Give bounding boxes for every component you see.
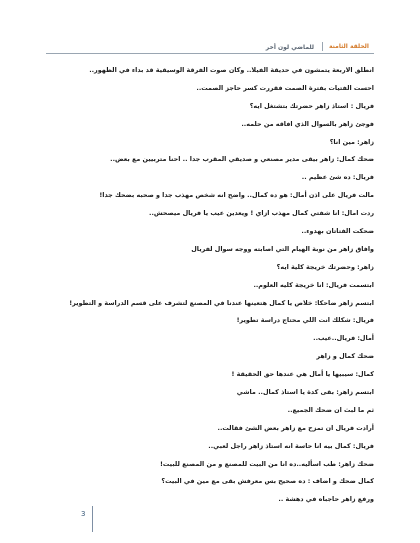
paragraph: ضحك زاهر: طب اسأليه..ده انا من البيت للمصنع و من المصنع للبيت! bbox=[159, 459, 374, 468]
paragraph: مالت فريال على اذن أمال: هو ده كمال.. واضح انه شخص مهذب جدا و صحبه بضحك جدا! bbox=[99, 191, 374, 200]
page-header bbox=[46, 42, 374, 54]
paragraph: فريال: شكلك انت اللي محتاج دراسة تطوير! bbox=[236, 316, 374, 325]
footer-divider bbox=[92, 506, 93, 532]
paragraph: فريال: ده شئ عظيم .. bbox=[301, 173, 374, 182]
paragraph: انطلق الاربعة يتمشون في حديقة الفيلا.. وكان صوت الفرقة الوسيقية قد بداء في الظهور.. bbox=[89, 66, 374, 74]
paragraph: ردت امال: انا شفتي كمال مهذب ازاي ! ويعدين عيب يا فريال ميصحش.. bbox=[149, 209, 374, 218]
paragraph: ابتسم زاهر: بقى كدة يا استاذ كمال.. ماشي bbox=[236, 388, 374, 397]
paragraph: احست الفتيات بفترة الصمت فقررت كسر حاجز الصمت.. bbox=[196, 83, 374, 92]
paragraph: ورفع زاهر حاجباه في دهشة .. bbox=[278, 495, 374, 504]
paragraph: زاهر: وحضرتك خريجة كلية ايه؟ bbox=[276, 262, 374, 271]
paragraph: ضحك كمال: زاهر بيقى مدير مصنعي و صديقي المقرب جدا .. احنا متربيين مع بعض.. bbox=[110, 155, 374, 164]
paragraph: فريال : استاذ زاهر حضرتك بتشتغل ايه؟ bbox=[249, 101, 374, 110]
paragraph: ابتسمت فريال: انا خريجة كليه العلوم.. bbox=[253, 280, 374, 289]
paragraph: وافاق زاهر من نوبة الهيام التي اصابته ووجه سوال لفريال bbox=[191, 244, 374, 253]
paragraph: ثم ما لبث ان ضحك الجميع.. bbox=[287, 405, 374, 414]
paragraph: ضحك كمال و زاهر bbox=[316, 352, 374, 361]
paragraph: أرادت فريال ان تمزح مع زاهر بعض الشئ فقالت.. bbox=[217, 423, 374, 432]
paragraph: كمال ضحك و اضاف : ده صحيح بس معرفش بقى مع مين في البيت؟ bbox=[161, 477, 374, 486]
header-chapter-label: الحلقة الثامنة bbox=[322, 42, 374, 51]
paragraph: ضحكت الفتاتان بهدوء.. bbox=[301, 227, 374, 236]
document-body bbox=[46, 64, 374, 511]
paragraph: أمال: فريال..عيب.. bbox=[313, 334, 374, 343]
paragraph: كمال: سيبيها يا أمال هي عندها حق الحقيقة ! bbox=[231, 370, 374, 379]
paragraph: فريال: كمال بيه انا حاسة انه استاذ زاهر راجل لعبي.. bbox=[208, 441, 374, 450]
paragraph: ابتسم زاهر ضاحكا: خلاص يا كمال هتعينها عندنا في المصنع لتشرف على قسم الدراسة و التطوير! bbox=[69, 298, 374, 307]
page-number: 3 bbox=[81, 510, 86, 518]
paragraph: فوجئ زاهر بالسوال الذي افاقه من حلمه.. bbox=[241, 119, 374, 128]
header-book-title: للماضي لون أخر bbox=[265, 44, 315, 51]
paragraph: زاهر: مين انا؟ bbox=[329, 137, 374, 146]
